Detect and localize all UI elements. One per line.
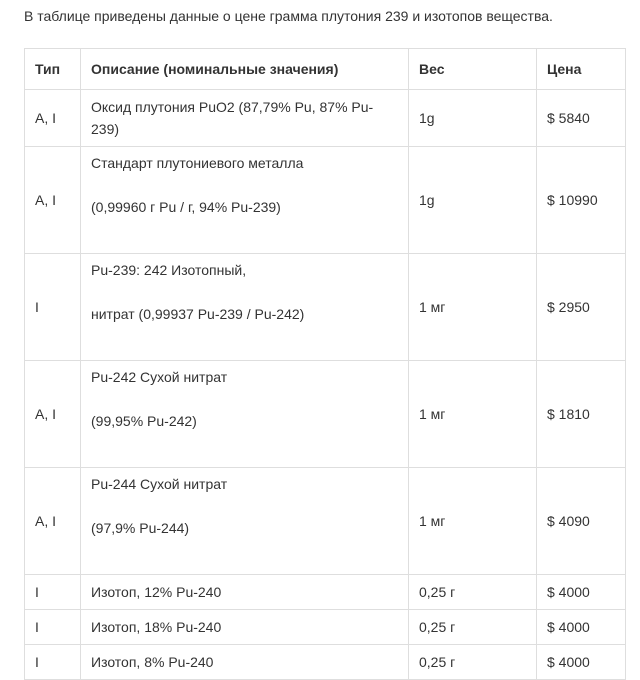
description-line: Pu-239: 242 Изотопный, [91, 262, 247, 278]
cell-price: $ 5840 [537, 90, 626, 147]
cell-description [81, 361, 409, 468]
cell-weight: 0,25 г [409, 610, 537, 645]
cell-weight: 1g [409, 147, 537, 254]
cell-description [81, 575, 409, 610]
cell-type: I [25, 645, 81, 680]
table-header-row [25, 49, 626, 90]
cell-description [81, 610, 409, 645]
cell-price: $ 4000 [537, 645, 626, 680]
description-line: Pu-244 Сухой нитрат [91, 476, 228, 492]
table-row [25, 468, 626, 575]
cell-weight: 1g [409, 90, 537, 147]
header-description: Описание (номинальные значения) [81, 49, 409, 90]
description-line-2: нитрат (0,99937 Pu-239 / Pu-242) [91, 306, 305, 322]
cell-weight: 1 мг [409, 361, 537, 468]
table-row [25, 610, 626, 645]
price-table [24, 48, 626, 680]
cell-weight: 1 мг [409, 254, 537, 361]
description-line-2: (99,95% Pu-242) [91, 413, 197, 429]
cell-description [81, 468, 409, 575]
intro-text: В таблице приведены данные о цене грамма плутония 239 и изотопов вещества. [24, 8, 553, 24]
cell-price: $ 4090 [537, 468, 626, 575]
cell-description [81, 90, 409, 147]
description-line: Оксид плутония PuO2 (87,79% Pu, 87% Pu-239) [91, 99, 374, 137]
cell-price: $ 1810 [537, 361, 626, 468]
cell-type: I [25, 254, 81, 361]
cell-type: A, I [25, 90, 81, 147]
cell-type: A, I [25, 147, 81, 254]
cell-weight: 0,25 г [409, 575, 537, 610]
table-row [25, 575, 626, 610]
description-line: Изотоп, 12% Pu-240 [91, 584, 222, 600]
table-row [25, 645, 626, 680]
cell-price: $ 4000 [537, 575, 626, 610]
description-line: Стандарт плутониевого металла [91, 155, 304, 171]
description-line: Pu-242 Сухой нитрат [91, 369, 228, 385]
table-row [25, 254, 626, 361]
table-row [25, 147, 626, 254]
header-price: Цена [537, 49, 626, 90]
cell-type: I [25, 575, 81, 610]
cell-weight: 0,25 г [409, 645, 537, 680]
cell-description [81, 254, 409, 361]
table-row [25, 361, 626, 468]
cell-weight: 1 мг [409, 468, 537, 575]
header-type: Тип [25, 49, 81, 90]
header-weight: Вес [409, 49, 537, 90]
cell-description [81, 645, 409, 680]
cell-price: $ 10990 [537, 147, 626, 254]
description-line-2: (0,99960 г Pu / г, 94% Pu-239) [91, 199, 281, 215]
description-line-2: (97,9% Pu-244) [91, 520, 190, 536]
cell-type: I [25, 610, 81, 645]
cell-type: A, I [25, 361, 81, 468]
description-line: Изотоп, 8% Pu-240 [91, 654, 214, 670]
description-line: Изотоп, 18% Pu-240 [91, 619, 222, 635]
cell-type: A, I [25, 468, 81, 575]
cell-price: $ 4000 [537, 610, 626, 645]
cell-price: $ 2950 [537, 254, 626, 361]
cell-description [81, 147, 409, 254]
table-row [25, 90, 626, 147]
